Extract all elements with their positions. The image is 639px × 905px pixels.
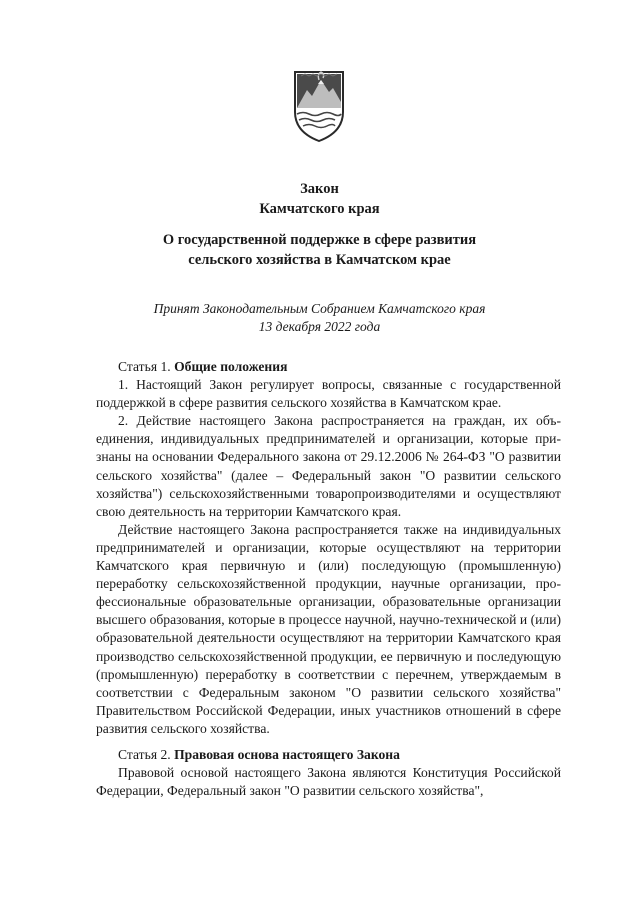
article-1: [96, 358, 561, 738]
article-1-title: Общие положения: [174, 359, 288, 374]
article-2-paragraph-1: Правовой основой настоящего Закона являются Конституция Российской Федерации, Федеральный закон "О развитии сельского хозяйства",: [96, 765, 561, 799]
article-1-paragraph-1: 1. Настоящий Закон регулирует вопросы, связанные с государственной поддержкой в сфере развития сельского хозяйства в Камчатском крае.: [96, 377, 561, 411]
article-2: [96, 746, 561, 800]
adoption-body: Принят Законодательным Собранием Камчатского края: [153, 301, 486, 316]
adoption-date: 13 декабря 2022 года: [258, 319, 381, 334]
article-2-title: Правовая основа настоящего Закона: [174, 747, 400, 762]
kamchatka-coat-of-arms-icon: [291, 68, 347, 144]
article-1-paragraph-2: 2. Действие настоящего Закона распространяется на граждан, их объединения, индивидуальных предпринимателей и организации, которые признаны на основании Федерального закона от 29.12.2006 № 264-ФЗ "О развитии сельского хозяйства" (далее – Федеральный закон "О развитии сельского хозяйства") сельскохозяйственными товаропроизводителями и осуществляют свою деятельность на территории Камчатского края.: [96, 413, 561, 519]
law-heading: [60, 179, 579, 219]
article-1-paragraph-3: Действие настоящего Закона распространяется также на индивидуальных предпринимателей и организации, которые осуществляют на территории Камчатского края первичную и (или) последующую (промышленную) переработку сельскохозяйственной продукции, научные организации, профессиональные образовательные организации, образовательные организации высшего образования, которые в процессе научной, научно-технической и (или) образовательной деятельности осуществляют на территории Камчатского края производство сельскохозяйственной продукции, ее первичную и последующую (промышленную) переработку в соответствии с перечнем, утверждаемым в соответствии с Федеральным законом "О развитии сельского хозяйства" Правительством Российской Федерации, иных участников отношений в сфере развития сельского хозяйства.: [96, 521, 561, 736]
law-word: Закон: [300, 181, 339, 197]
article-1-prefix: Статья 1.: [118, 359, 171, 374]
article-1-heading: [96, 358, 561, 376]
law-region: Камчатского края: [259, 201, 380, 217]
law-title-line-2: сельского хозяйства в Камчатском крае: [188, 252, 451, 268]
article-2-heading: [96, 746, 561, 764]
article-2-prefix: Статья 2.: [118, 747, 171, 762]
adoption-note: [60, 300, 579, 336]
law-title: [60, 230, 579, 270]
law-title-line-1: О государственной поддержке в сфере развития: [162, 232, 477, 248]
